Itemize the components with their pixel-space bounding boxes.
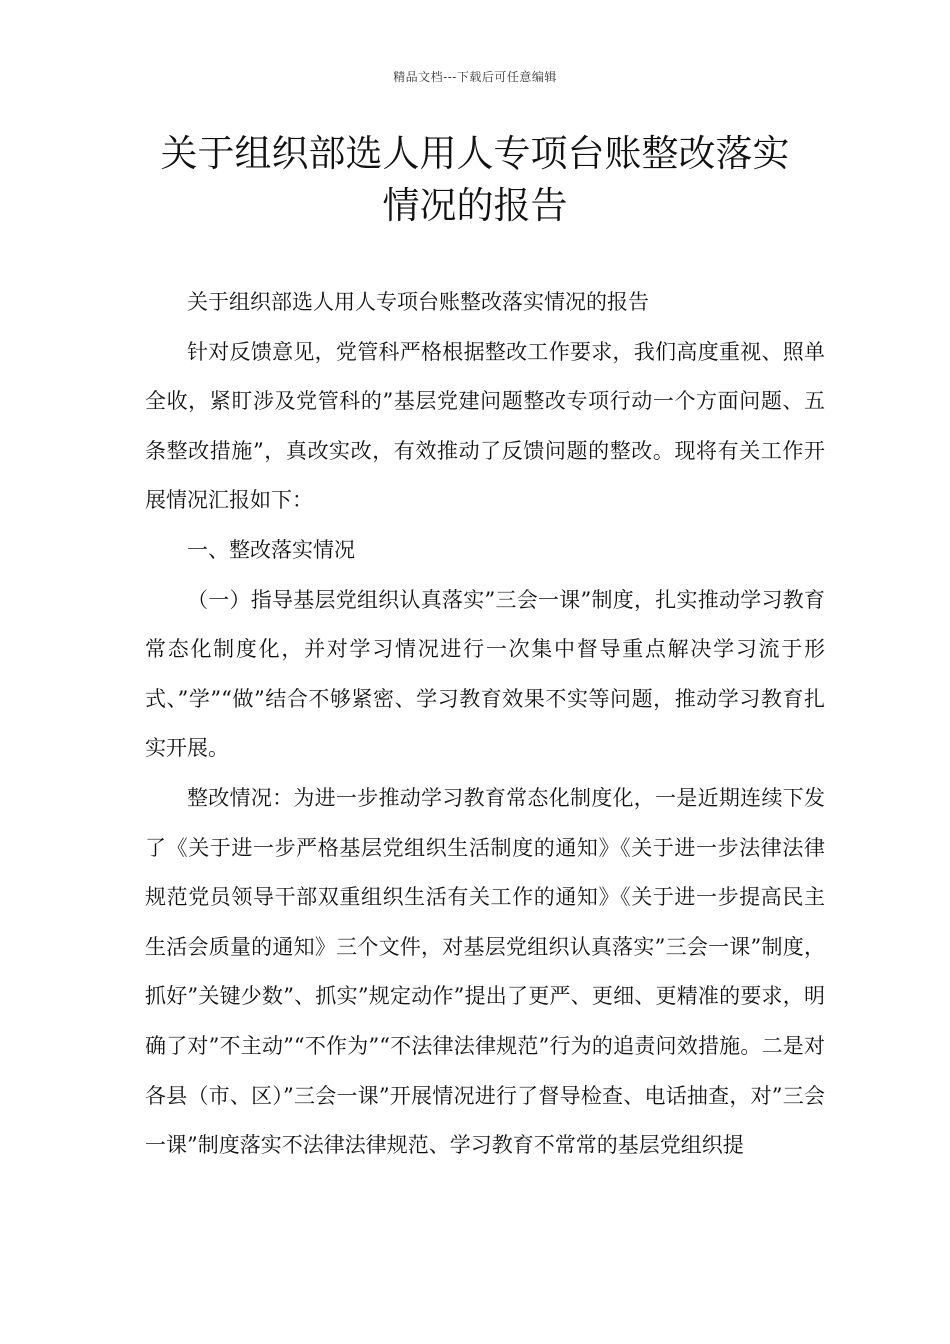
document-body <box>145 278 825 1171</box>
title-line-2: 情况的报告 <box>382 184 568 227</box>
title-line-1: 关于组织部选人用人专项台账整改落实 <box>160 132 790 175</box>
header-note: 精品文档---下载后可任意编辑 <box>393 70 557 84</box>
paragraph-intro: 针对反馈意见，党管科严格根据整改工作要求，我们高度重视、照单全收，紧盯涉及党管科的”基层党建问题整改专项行动一个方面问题、五条整改措施”，真改实改，有效推动了反馈问题的整改。现将有关工作开展情况汇报如下： <box>145 339 825 513</box>
paragraph-subtitle: 关于组织部选人用人专项台账整改落实情况的报告 <box>187 290 649 314</box>
document-title <box>120 128 830 232</box>
paragraph-item-one: （一）指导基层党组织认真落实”三会一课”制度，扎实推动学习教育常态化制度化，并对学习情况进行一次集中督导重点解决学习流于形式、”学”“做”结合不够紧密、学习教育效果不实等问题，推动学习教育扎实开展。 <box>145 587 825 761</box>
paragraph-rectification: 整改情况：为进一步推动学习教育常态化制度化，一是近期连续下发了《关于进一步严格基层党组织生活制度的通知》《关于进一步法律法律规范党员领导干部双重组织生活有关工作的通知》《关于进一步提高民主生活会质量的通知》三个文件，对基层党组织认真落实”三会一课”制度，抓好”关键少数”、抓实”规定动作”提出了更严、更细、更精准的要求，明确了对”不主动”“不作为”“不法律法律规范”行为的追责问效措施。二是对各县（市、区）”三会一课”开展情况进行了督导检查、电话抽查，对”三会一课”制度落实不法律法律规范、学习教育不常常的基层党组织提 <box>145 785 825 1158</box>
section-heading: 一、整改落实情况 <box>187 537 355 562</box>
